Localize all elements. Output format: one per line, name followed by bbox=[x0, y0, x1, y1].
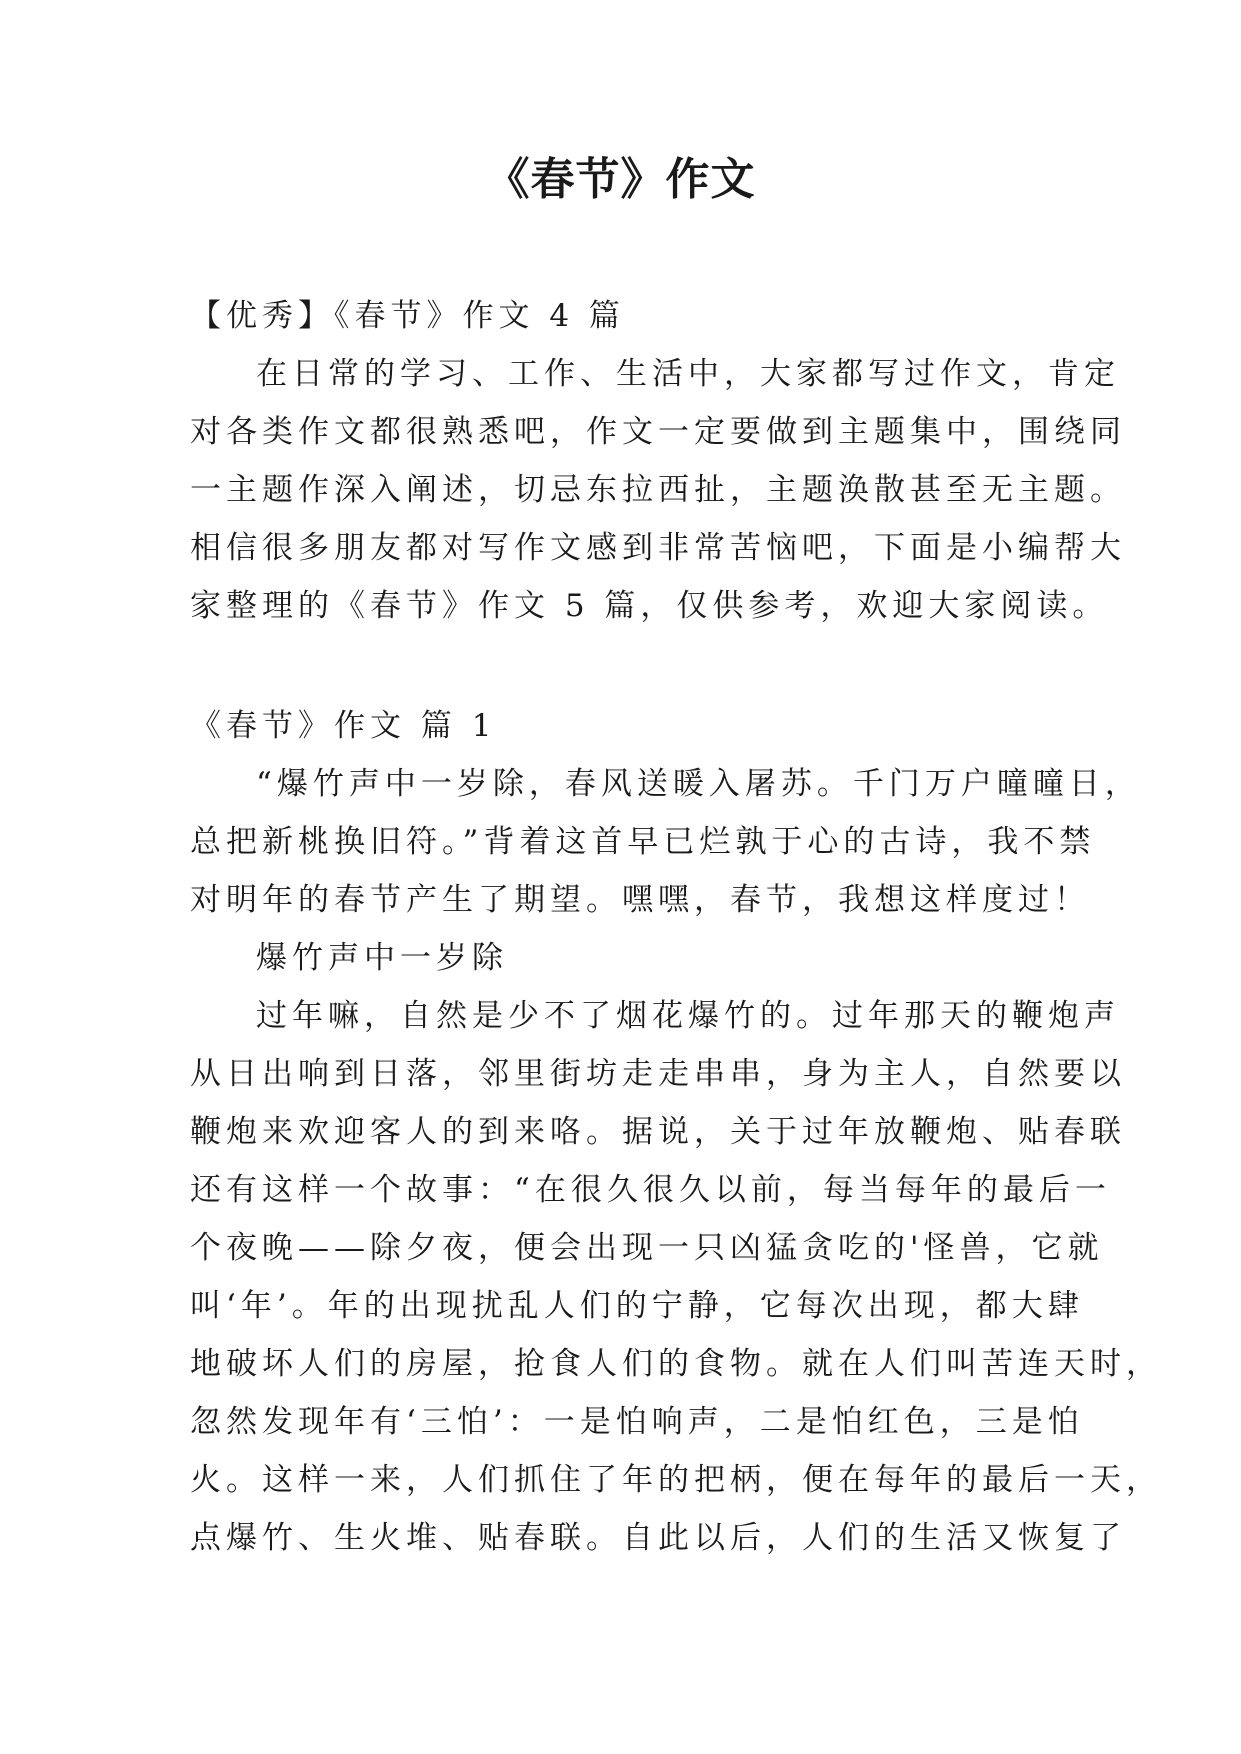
intro-section bbox=[190, 287, 1126, 635]
essay-paragraph-line: 还有这样一个故事：“在很久很久以前，每当每年的最后一 bbox=[190, 1172, 1111, 1208]
essay-paragraph-line: 对明年的春节产生了期望。嘿嘿，春节，我想这样度过！ bbox=[190, 882, 1090, 918]
essay-subheading: 爆竹声中一岁除 bbox=[256, 940, 508, 976]
intro-heading: 【优秀】《春节》作文 4 篇 bbox=[190, 298, 625, 334]
document-title: 《春节》作文 bbox=[485, 154, 756, 205]
essay-paragraph-line: 叫‘年’。年的出现扰乱人们的宁静，它每次出现，都大肆 bbox=[190, 1288, 1084, 1324]
essay-paragraph-line: 从日出响到日落，邻里街坊走走串串，身为主人，自然要以 bbox=[190, 1056, 1126, 1092]
essay-paragraph-line: 总把新桃换旧符。”背着这首早已烂孰于心的古诗，我不禁 bbox=[190, 824, 1096, 860]
essay-heading: 《春节》作文 篇 1 bbox=[190, 708, 497, 744]
intro-line: 相信很多朋友都对写作文感到非常苦恼吧，下面是小编帮大 bbox=[190, 530, 1126, 566]
essay-paragraph-line: 地破坏人们的房屋，抢食人们的食物。就在人们叫苦连天时， bbox=[190, 1346, 1162, 1382]
intro-line: 家整理的《春节》作文 5 篇，仅供参考，欢迎大家阅读。 bbox=[190, 588, 1109, 624]
essay-1-section bbox=[190, 697, 1162, 1567]
essay-paragraph-line: 火。这样一来，人们抓住了年的把柄，便在每年的最后一天， bbox=[190, 1462, 1162, 1498]
essay-paragraph-line: 个夜晚——除夕夜，便会出现一只凶猛贪吃的'怪兽，它就 bbox=[190, 1230, 1104, 1266]
intro-line: 在日常的学习、工作、生活中，大家都写过作文，肯定 bbox=[256, 356, 1120, 392]
essay-paragraph-line: 忽然发现年有‘三怕’：一是怕响声，二是怕红色，三是怕 bbox=[190, 1404, 1084, 1440]
essay-paragraph-line: “爆竹声中一岁除，春风送暖入屠苏。千门万户曈曈日， bbox=[256, 766, 1141, 802]
essay-paragraph-line: 过年嘛，自然是少不了烟花爆竹的。过年那天的鞭炮声 bbox=[256, 998, 1120, 1034]
intro-line: 对各类作文都很熟悉吧，作文一定要做到主题集中，围绕同 bbox=[190, 414, 1126, 450]
essay-paragraph-line: 鞭炮来欢迎客人的到来咯。据说，关于过年放鞭炮、贴春联 bbox=[190, 1114, 1126, 1150]
intro-line: 一主题作深入阐述，切忌东拉西扯，主题涣散甚至无主题。 bbox=[190, 472, 1126, 508]
essay-paragraph-line: 点爆竹、生火堆、贴春联。自此以后，人们的生活又恢复了 bbox=[190, 1520, 1126, 1556]
